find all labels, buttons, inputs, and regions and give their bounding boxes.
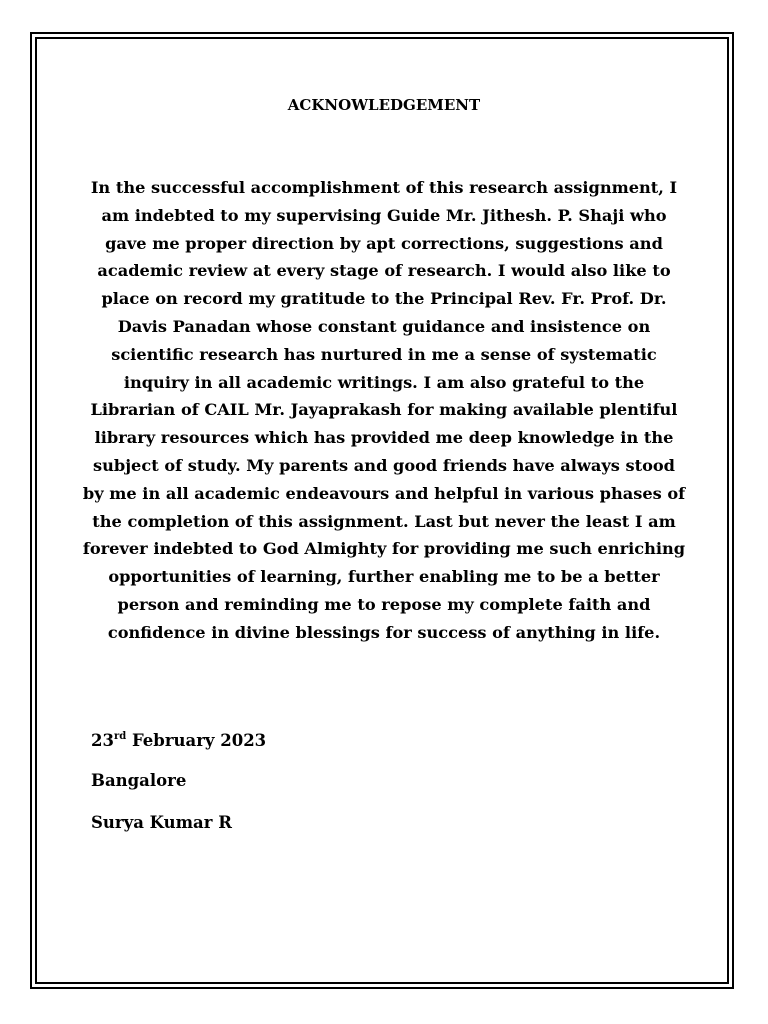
acknowledgement-paragraph: In the successful accomplishment of this research assignment, I am indebted to my supervising Guide Mr. Jithesh. P. Shaji who gave me proper direction by apt corrections, suggestions and academic review at every stage of research. I would also like to place on record my gratitude to the Principal Rev. Fr. Prof. Dr. Davis Panadan whose constant guidance and insistence on scientific research has nurtured in me a sense of systematic inquiry in all academic writings. I am also grateful to the Librarian of CAIL Mr. Jayaprakash for making available plentiful library resources which has provided me deep knowledge in the subject of study. My parents and good friends have always stood by me in all academic endeavours and helpful in various phases of the completion of this assignment. Last but never the least I am forever indebted to God Almighty for providing me such enriching opportunities of learning, further enabling me to be a better person and reminding me to repose my complete faith and confidence in divine blessings for success of anything in life. [82,178,686,642]
date-month-year: February 2023 [126,731,267,750]
signoff-date [91,731,266,750]
date-day: 23 [91,731,114,750]
date-ordinal-suffix: rd [113,731,127,742]
document-title: ACKNOWLEDGEMENT [287,96,481,114]
signoff-place: Bangalore [91,771,187,790]
signoff-name: Surya Kumar R [91,813,232,832]
